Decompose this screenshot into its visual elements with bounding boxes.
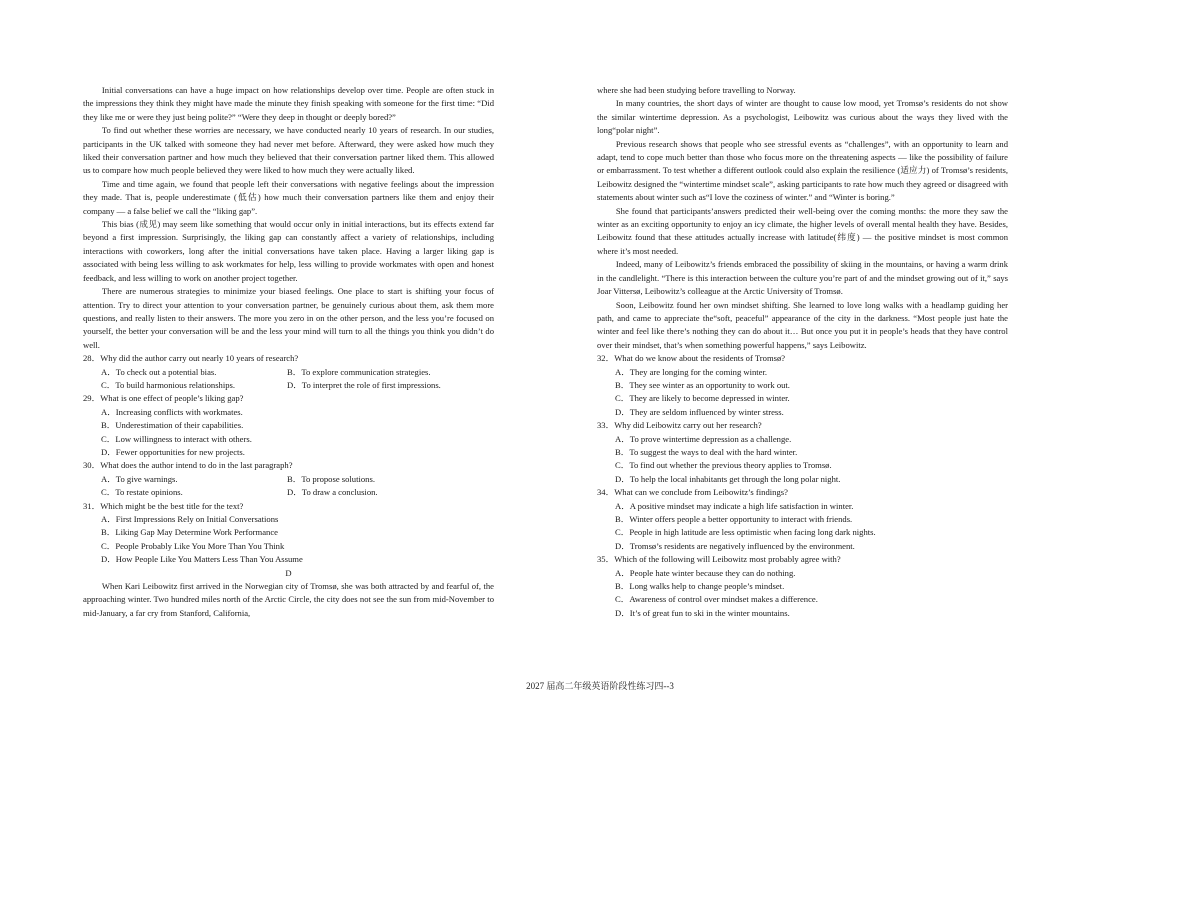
question-30-stem: 30．What does the author intend to do in the last paragraph? (83, 460, 293, 471)
passage-d-paragraph-1-end: where she had been studying before travelling to Norway. (597, 85, 796, 95)
question-33-stem: 33．Why did Leibowitz carry out her research? (597, 420, 762, 431)
question-33-option-d: D．To help the local inhabitants get through the long polar night. (615, 473, 841, 484)
question-35-stem: 35．Which of the following will Leibowitz most probably agree with? (597, 554, 841, 565)
question-28-options-row-1 (83, 366, 494, 379)
question-32-stem: 32．What do we know about the residents of Tromsø? (597, 353, 786, 364)
question-28-options-row-2 (83, 379, 494, 392)
question-28-option-b: B．To explore communication strategies. (287, 366, 431, 377)
question-28-stem: 28．Why did the author carry out nearly 10 years of research? (83, 353, 299, 364)
question-34-option-c: C．People in high latitude are less optimistic when facing long dark nights. (615, 527, 876, 538)
question-32-option-c: C．They are likely to become depressed in winter. (615, 393, 790, 404)
question-34-option-d: D．Tromsø’s residents are negatively influenced by the environment. (615, 540, 855, 551)
question-28-option-c: C．To build harmonious relationships. (101, 379, 236, 390)
question-30-options-row-1 (83, 473, 494, 486)
question-30-options-row-2 (83, 486, 494, 499)
question-35-option-b: B．Long walks help to change people’s mindset. (615, 581, 785, 592)
question-29-option-c: C．Low willingness to interact with others. (101, 433, 252, 444)
question-34-option-b: B．Winter offers people a better opportunity to interact with friends. (615, 514, 853, 524)
question-31-option-b: B．Liking Gap May Determine Work Performance (101, 527, 278, 538)
question-30-option-a: A．To give warnings. (101, 473, 178, 484)
question-28-option-d: D．To interpret the role of first impressions. (287, 379, 441, 390)
question-33-option-a: A．To prove wintertime depression as a challenge. (615, 433, 792, 444)
question-33-option-b: B．To suggest the ways to deal with the hard winter. (615, 446, 798, 457)
question-31-option-d: D．How People Like You Matters Less Than You Assume (101, 554, 303, 565)
passage-d-paragraph-2: In many countries, the short days of winter are thought to cause low mood, yet Tromsø’s residents do not show the similar wintertime depression. As a psychologist, Leibowitz was curious about the ways they lived with the long“polar night”. (597, 98, 1008, 136)
question-29-option-b: B．Underestimation of their capabilities. (101, 420, 244, 431)
question-31-stem: 31．Which might be the best title for the text? (83, 500, 244, 511)
question-32-option-b: B．They see winter as an opportunity to work out. (615, 379, 790, 390)
left-column (83, 84, 494, 620)
question-30-option-b: B．To propose solutions. (287, 473, 375, 484)
passage-d-paragraph-3: Previous research shows that people who see stressful events as “challenges”, with an opportunity to learn and adapt, tend to cope much better than those who focus more on the threatening aspects — like the possibility of failure or embarrassment. To test whether a different outlook could also explain the resilience (适应力) of Tromsø’s residents, Leibowitz designed the “wintertime mindset scale”, asking participants to rate how much they agreed or disagreed with statements about winter such as“I love the coziness of winter.” and “Winter is boring.” (597, 138, 1008, 203)
question-32-option-a: A．They are longing for the coming winter. (615, 366, 768, 377)
passage-c-paragraph-1: Initial conversations can have a huge impact on how relationships develop over time. People are often stuck in the impressions they think they might have made the minute they finish speaking with someone for the first time: “Did they like me or were they just being polite?” “Were they deep in thought or deeply bored?” (83, 85, 494, 122)
passage-c-paragraph-4: This bias (成见) may seem like something that would occur only in initial interactions, but its effects extend far beyond a first impression. Surprisingly, the liking gap can constantly affect a variety of relationships, including interactions with coworkers, long after the initial conversations have taken place. Having a larger liking gap is associated with being less willing to ask workmates for help, less willing to provide workmates with open and honest feedback, and less willing to work on another project together. (83, 219, 494, 283)
section-d-heading: D (285, 567, 292, 578)
question-31-option-c: C．People Probably Like You More Than You Think (101, 540, 285, 551)
passage-c-paragraph-2: To find out whether these worries are necessary, we have conducted nearly 10 years of research. In our studies, participants in the UK talked with someone they had never met before. Afterward, they were asked how much they liked their conversation partner and how much they believed that their conversation partner liked them. This allowed us to compare how much people believed they were liked to how much they were actually liked. (83, 125, 494, 176)
passage-d-paragraph-5: Indeed, many of Leibowitz’s friends embraced the possibility of skiing in the mountains, or having a warm drink in the candlelight. “There is this interaction between the culture you’re part of and the mindset growing out of it,” says Joar Vittersø, Leibowitz’s colleague at the Arctic University of Tromsø. (597, 259, 1008, 297)
question-31-option-a: A．First Impressions Rely on Initial Conversations (101, 514, 279, 524)
question-29-stem: 29．What is one effect of people’s liking gap? (83, 393, 244, 404)
question-30-option-c: C．To restate opinions. (101, 487, 183, 498)
question-34-stem: 34．What can we conclude from Leibowitz’s findings? (597, 487, 788, 498)
passage-d-paragraph-4: She found that participants’answers predicted their well-being over the coming months: the more they saw the winter as an exciting opportunity to enjoy an icy climate, the higher levels of overall mental health they have. Besides, Leibowitz found that these attitudes actually increase with latitude(纬度) — the positive mindset is most common where it’s most needed. (597, 205, 1008, 256)
page-footer: 2027 届高二年级英语阶段性练习四--3 (526, 681, 674, 691)
question-28-option-a: A．To check out a potential bias. (101, 366, 217, 377)
question-29-option-d: D．Fewer opportunities for new projects. (101, 446, 245, 457)
question-33-option-c: C．To find out whether the previous theory applies to Tromsø. (615, 460, 832, 471)
question-35-option-c: C．Awareness of control over mindset makes a difference. (615, 594, 818, 605)
question-32-option-d: D．They are seldom influenced by winter stress. (615, 406, 784, 417)
passage-d-paragraph-6: Soon, Leibowitz found her own mindset shifting. She learned to love long walks with a headlamp guiding her path, and came to appreciate the“soft, peaceful” appearance of the city in the darkness. “Most people just hate the winter and feel like there’s nothing they can do about it… But once you put it in people’s heads that they have control over their mindset, that’s when something powerful happens,” says Leibowitz. (597, 299, 1008, 350)
question-34-option-a: A．A positive mindset may indicate a high life satisfaction in winter. (615, 500, 854, 511)
question-35-option-a: A．People hate winter because they can do nothing. (615, 567, 796, 578)
passage-c-paragraph-3: Time and time again, we found that people left their conversations with negative feelings about the impression they made. That is, people underestimate (低估) how much their conversation partners like them and enjoy their company — a false belief we call the “liking gap”. (83, 178, 494, 216)
passage-d-paragraph-1-start: When Kari Leibowitz first arrived in the Norwegian city of Tromsø, she was both attracted by and fearful of, the approaching winter. Two hundred miles north of the Arctic Circle, the city does not see the sun from mid-November to mid-January, a far cry from Stanford, California, (83, 581, 494, 618)
right-column (597, 84, 1008, 620)
question-30-option-d: D．To draw a conclusion. (287, 487, 378, 498)
question-29-option-a: A．Increasing conflicts with workmates. (101, 406, 243, 417)
question-35-option-d: D．It’s of great fun to ski in the winter mountains. (615, 607, 790, 618)
passage-c-paragraph-5: There are numerous strategies to minimize your biased feelings. One place to start is shifting your focus of attention. Try to direct your attention to your conversation partner, be genuinely curious about them, ask them more questions, and really listen to their answers. The more you zero in on the other person, and the less you’re focused on yourself, the better your conversation will be and the less your mind will turn to all the things you think you didn’t do well. (83, 286, 494, 350)
